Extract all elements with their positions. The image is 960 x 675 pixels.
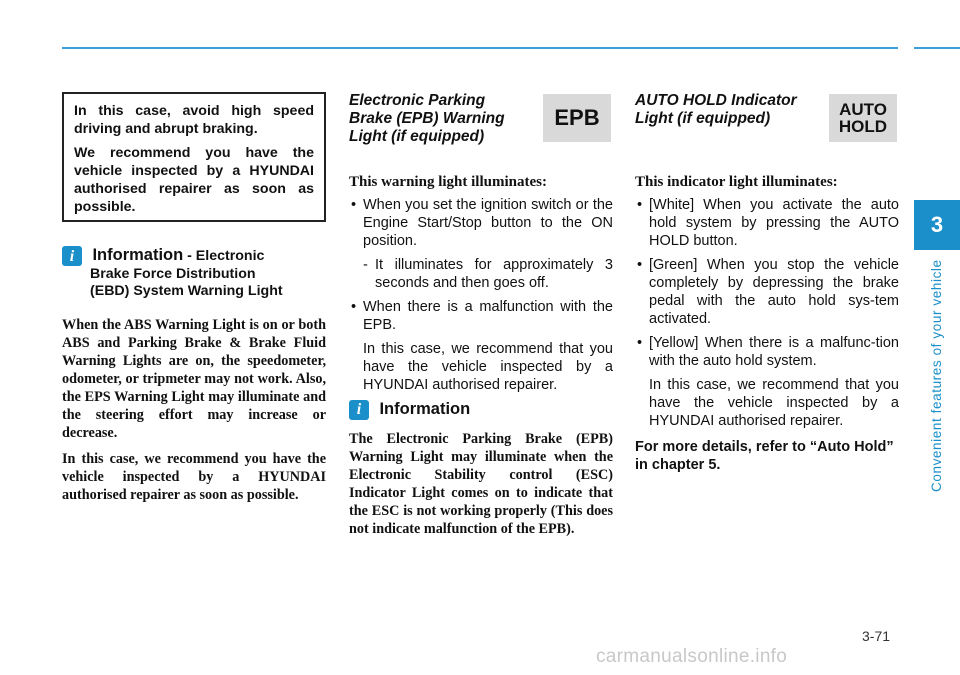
autohold-bullet-1-text: [White] When you activate the auto hold system by pressing the AUTO HOLD button. (649, 197, 899, 249)
epb-title-line-2: Brake (EPB) Warning (349, 110, 505, 127)
autohold-body (635, 196, 899, 436)
ebd-paragraph-2: In this case, we recommend you have the vehicle inspected by a HYUNDAI authorised repairer as soon as possible. (62, 451, 326, 503)
info-title: Information (92, 246, 184, 265)
epb-body (349, 196, 613, 400)
info-subtitle-3: (EBD) System Warning Light (90, 283, 283, 300)
warning-text-2: We recommend you have the vehicle inspected by a HYUNDAI authorised repairer as soon as possible. (74, 145, 314, 215)
info-subtitle-2: Brake Force Distribution (90, 266, 256, 283)
autohold-bullet-3-text: [Yellow] When there is a malfunc-tion with the auto hold system. (649, 335, 899, 369)
epb-bullet-1-sub-text: It illuminates for approximately 3 seconds and then goes off. (375, 257, 613, 291)
epb-bullet-1-sub: - It illuminates for approximately 3 seconds and then goes off. (363, 257, 613, 291)
autohold-reference-note: For more details, refer to “Auto Hold” in chapter 5. (635, 439, 894, 473)
warning-box (62, 92, 326, 222)
info-subtitle-1: - Electronic (183, 248, 265, 265)
epb-subheading: This warning light illuminates: (349, 174, 547, 190)
epb-title-line-1: Electronic Parking (349, 92, 486, 109)
ebd-info-heading (62, 246, 332, 300)
chapter-title-text: Convenient features of your vehicle (929, 259, 944, 492)
side-header-rule (914, 47, 960, 49)
epb-bullet-2: • When there is a malfunction with the EPB. (351, 299, 613, 333)
epb-info-body (349, 430, 613, 546)
epb-bullet-1-text: When you set the ignition switch or the Engine Start/Stop button to the ON position. (363, 197, 613, 249)
epb-bullet-2-text: When there is a malfunction with the EPB. (363, 299, 613, 333)
warning-text-1: In this case, avoid high speed driving and abrupt braking. (74, 103, 314, 137)
autohold-bullet-1: • [White] When you activate the auto hold system by pressing the AUTO HOLD button. (637, 197, 899, 249)
autohold-subheading: This indicator light illuminates: (635, 174, 838, 190)
autohold-badge-line-2: HOLD (838, 117, 888, 136)
autohold-indicator-badge (829, 94, 897, 142)
header-rule (62, 47, 898, 49)
epb-info-heading (349, 400, 470, 420)
epb-title-line-3: Light (if equipped) (349, 128, 485, 145)
page-number: 3-71 (862, 628, 891, 644)
chapter-number-tab: 3 (914, 200, 960, 250)
epb-section-title (349, 92, 539, 146)
epb-bullet-1: • When you set the ignition switch or the Engine Start/Stop button to the ON position. (351, 197, 613, 249)
info-icon: i (62, 246, 82, 266)
epb-indicator-badge: EPB (543, 94, 611, 142)
ebd-info-body (62, 316, 326, 512)
epb-info-text: The Electronic Parking Brake (EPB) Warning Light may illuminate when the Electronic Stability control (ESC) Indicator Light comes on to indicate that the ESC is not working properly (This does not indicate malfunction of the EPB). (349, 431, 613, 537)
watermark: carmanualsonline.info (596, 646, 788, 667)
autohold-bullet-2: • [Green] When you stop the vehicle completely by depressing the brake pedal with the auto hold sys-tem activated. (637, 257, 899, 327)
autohold-bullet-2-text: [Green] When you stop the vehicle completely by depressing the brake pedal with the auto hold sys-tem activated. (649, 257, 899, 327)
ebd-paragraph-1: When the ABS Warning Light is on or both ABS and Parking Brake & Brake Fluid Warning Lights are on, the speedometer, odometer, or tripmeter may not work. Also, the EPS Warning Light may illuminate and the steering effort may increase or decrease. (62, 317, 326, 441)
autohold-title-line-1: AUTO HOLD Indicator (635, 92, 797, 109)
autohold-title-line-2: Light (if equipped) (635, 110, 771, 127)
epb-info-title: Information (379, 400, 471, 419)
autohold-badge-line-1: AUTO (839, 100, 887, 119)
autohold-section-title (635, 92, 825, 128)
epb-bullet-2-cont: In this case, we recommend that you have the vehicle inspected by a HYUNDAI authorised repairer. (363, 341, 613, 393)
autohold-bullet-3: • [Yellow] When there is a malfunc-tion with the auto hold system. (637, 335, 899, 369)
autohold-bullet-3-cont: In this case, we recommend that you have the vehicle inspected by a HYUNDAI authorised repairer. (649, 377, 899, 429)
info-icon: i (349, 400, 369, 420)
